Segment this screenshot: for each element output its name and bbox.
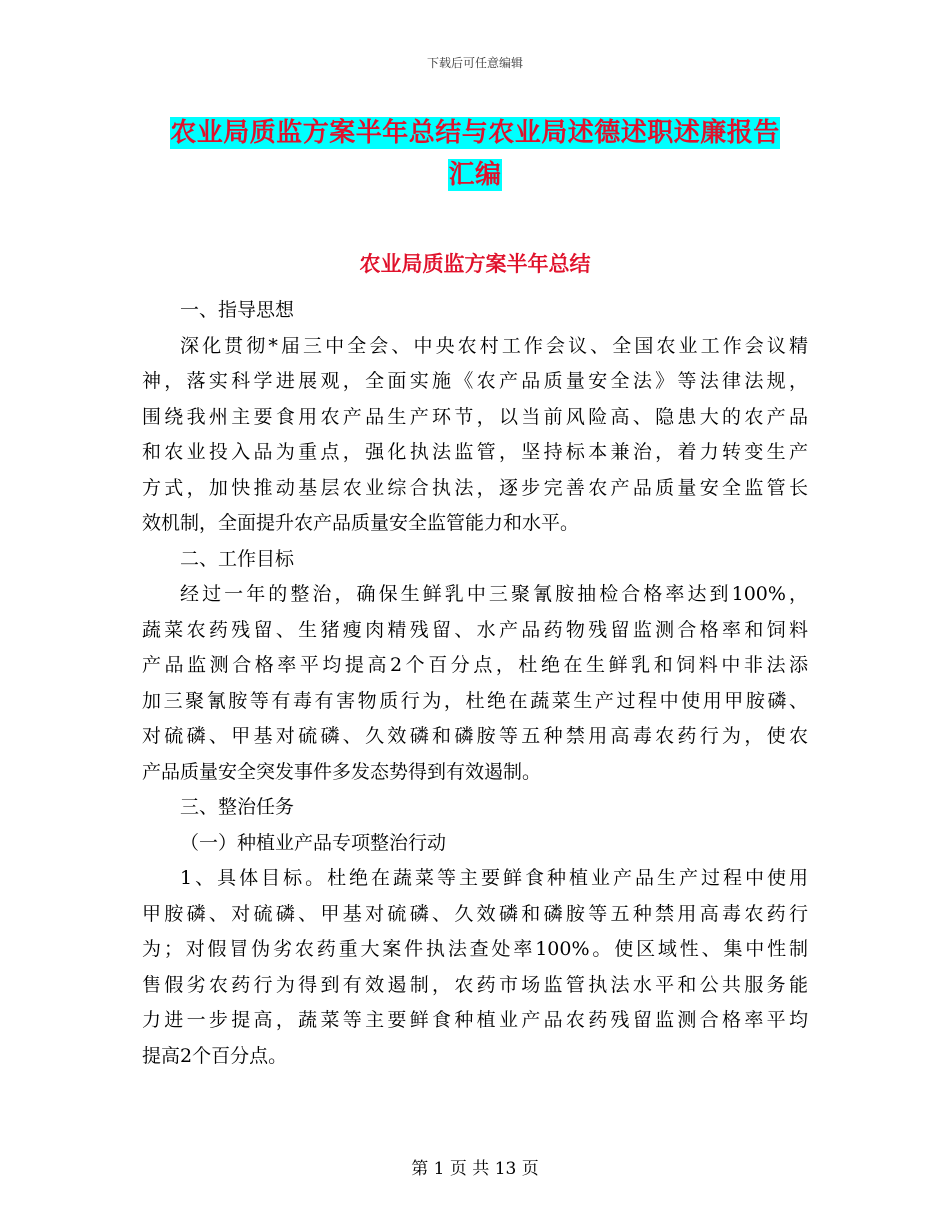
body-line: 围绕我州主要食用农产品生产环节，以当前风险高、隐患大的农产品: [142, 405, 808, 428]
body-line: 深化贯彻*届三中全会、中央农村工作会议、全国农业工作会议精: [180, 334, 808, 357]
body-line: 神，落实科学进展观，全面实施《农产品质量安全法》等法律法规，: [142, 370, 808, 392]
body-line: 为；对假冒伪劣农药重大案件执法查处率100%。使区域性、集中性制: [142, 938, 808, 960]
body-line: 和农业投入品为重点，强化执法监管，坚持标本兼治，着力转变生产: [142, 441, 808, 463]
body-line: 经过一年的整治，确保生鲜乳中三聚氰胺抽检合格率达到100%，: [180, 583, 808, 605]
body-line: 方式，加快推动基层农业综合执法，逐步完善农产品质量安全监管长: [142, 476, 808, 499]
document-body: [142, 293, 808, 1074]
body-line: 1、具体目标。杜绝在蔬菜等主要鲜食种植业产品生产过程中使用: [180, 867, 808, 889]
body-line: 提高2个百分点。: [142, 1044, 288, 1067]
body-line: 产品质量安全突发事件多发态势得到有效遏制。: [142, 760, 542, 783]
main-title-highlight: 汇编: [448, 160, 502, 190]
body-line: 一、指导思想: [180, 299, 295, 321]
body-line: 甲胺磷、对硫磷、甲基对硫磷、久效磷和磷胺等五种禁用高毒农药行: [142, 902, 808, 925]
footer-suffix: 页: [521, 1159, 539, 1179]
body-line: （一）种植业产品专项整治行动: [180, 831, 447, 854]
body-line: 三、整治任务: [180, 796, 295, 818]
footer-page-number: 1: [433, 1159, 445, 1179]
main-title-line-2: [142, 154, 808, 191]
footer-total-pages: 13: [494, 1159, 517, 1179]
body-line: 蔬菜农药残留、生猪瘦肉精残留、水产品药物残留监测合格率和饲料: [142, 618, 808, 641]
body-line: 售假劣农药行为得到有效遏制，农药市场监管执法水平和公共服务能: [142, 973, 808, 996]
body-line: 二、工作目标: [180, 547, 295, 570]
main-title-highlight: 农业局质监方案半年总结与农业局述德述职述廉报告: [170, 118, 780, 148]
section-title: 农业局质监方案半年总结: [359, 251, 591, 276]
body-line: 产品监测合格率平均提高2个百分点，杜绝在生鲜乳和饲料中非法添: [142, 654, 808, 676]
page-footer: [0, 1154, 950, 1179]
body-line: 效机制，全面提升农产品质量安全监管能力和水平。: [142, 512, 580, 534]
body-line: 对硫磷、甲基对硫磷、久效磷和磷胺等五种禁用高毒农药行为，使农: [142, 725, 808, 747]
body-line: 加三聚氰胺等有毒有害物质行为，杜绝在蔬菜生产过程中使用甲胺磷、: [142, 689, 808, 712]
header-note: 下载后可任意编辑: [426, 56, 523, 70]
body-line: 力进一步提高，蔬菜等主要鲜食种植业产品农药残留监测合格率平均: [142, 1009, 808, 1031]
footer-prefix: 第: [411, 1159, 429, 1179]
footer-middle: 页 共: [449, 1159, 490, 1179]
main-title-line-1: [142, 112, 808, 149]
